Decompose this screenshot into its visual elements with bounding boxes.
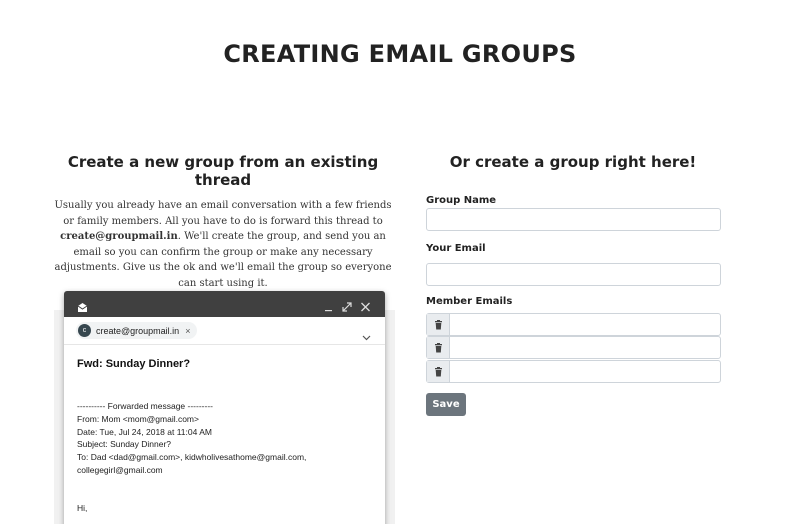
member-email-input[interactable] [450,314,720,335]
compose-body[interactable] [77,400,377,513]
expand-icon[interactable] [342,298,352,317]
body-line: ---------- Forwarded message --------- [77,401,213,411]
member-email-row [426,313,721,336]
avatar: c [78,324,91,337]
left-description [52,198,394,291]
member-email-row [426,336,721,359]
desc-text-after: . We'll create the group, and send you an email so you can confirm the group or make any necessary adjustments. Give us the ok and we'll email the group so everyone can start using it. [54,231,392,289]
trash-icon[interactable] [427,314,450,335]
save-button[interactable]: Save [426,393,466,416]
minimize-icon[interactable] [324,298,334,317]
background-inbox-left [54,310,64,524]
compose-subject[interactable]: Fwd: Sunday Dinner? [77,358,191,370]
recipient-chip[interactable] [76,322,197,339]
left-heading: Create a new group from an existing thread [67,153,379,189]
your-email-input[interactable] [426,263,721,286]
recipient-email: create@groupmail.in [96,325,180,336]
desc-text-before: Usually you already have an email conversation with a few friends or family members. All you have to do is forward this thread to [54,200,392,227]
trash-icon[interactable] [427,361,450,382]
background-inbox-right [385,310,395,524]
close-icon[interactable] [360,298,371,317]
trash-icon[interactable] [427,337,450,358]
page-title: CREATING EMAIL GROUPS [223,40,577,68]
member-email-row [426,360,721,383]
compose-to-row[interactable] [64,317,385,345]
member-email-input[interactable] [450,337,720,358]
gmail-compose-window [64,291,385,524]
body-line: collegegirl@gmail.com [77,464,163,475]
body-greeting: Hi, [77,503,88,513]
chevron-down-icon[interactable] [362,327,371,346]
body-line: Subject: Sunday Dinner? [77,439,172,450]
group-name-label: Group Name [426,195,497,206]
body-line: To: Dad <dad@gmail.com>, kidwholivesathome@gmail.com, [77,452,307,463]
compose-titlebar [64,291,385,317]
group-name-input[interactable] [426,208,721,231]
member-email-input[interactable] [450,361,720,382]
member-emails-label: Member Emails [426,296,513,307]
body-line: Date: Tue, Jul 24, 2018 at 11:04 AM [77,426,212,437]
your-email-label: Your Email [426,243,486,254]
desc-email: create@groupmail.in [60,231,178,242]
chip-remove-icon[interactable]: × [185,325,191,336]
right-heading: Or create a group right here! [449,153,697,171]
envelope-icon [77,298,88,317]
body-line: From: Mom <mom@gmail.com> [77,413,199,424]
